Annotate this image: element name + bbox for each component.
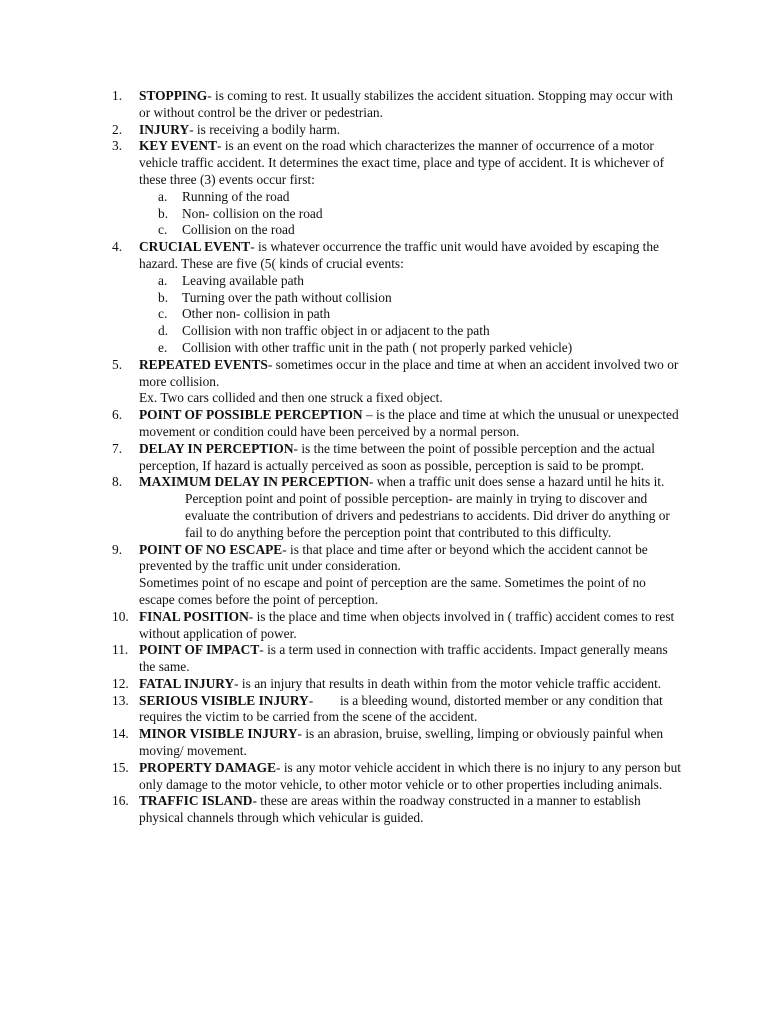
item-number: 7.: [112, 440, 123, 456]
item-term: MINOR VISIBLE INJURY: [139, 726, 298, 742]
item-number: 5.: [112, 356, 123, 372]
sub-item: [158, 323, 682, 340]
sub-item-text: Other non- collision in path: [182, 306, 331, 322]
item-term: FATAL INJURY: [139, 675, 235, 691]
item-term: FINAL POSITION: [139, 608, 249, 624]
sub-item: [158, 340, 682, 357]
sub-item-text: Leaving available path: [182, 272, 304, 288]
item-note: Ex. Two cars collided and then one struck a fixed object.: [139, 390, 443, 406]
item-number: 11.: [112, 642, 129, 658]
item-indented-paragraph: Perception point and point of possible perception- are mainly in trying to discover and evaluate the contribution of drivers and pedestrians to accidents. Did driver do anything or fail to do anything before the perception point that contributed to this difficulty.: [185, 491, 670, 540]
list-item: [112, 542, 682, 609]
sub-item: [158, 222, 682, 239]
item-term: STOPPING: [139, 88, 208, 103]
item-term: TRAFFIC ISLAND: [139, 793, 253, 809]
list-item: [112, 760, 682, 794]
item-definition: - is an injury that results in death within from the motor vehicle traffic accident.: [234, 675, 662, 691]
list-item: [112, 407, 682, 441]
sub-item-letter: c.: [158, 306, 168, 322]
item-number: 10.: [112, 608, 129, 624]
item-definition: - is that place and time after or beyond which the accident cannot be prevented by the traffic unit under consideration.: [139, 541, 648, 574]
item-definition: - is whatever occurrence the traffic unit would have avoided by escaping the hazard. These are five (5( kinds of crucial events:: [139, 239, 659, 271]
definitions-list: [112, 88, 682, 827]
list-item: [112, 441, 682, 475]
item-definition: - is a term used in connection with traffic accidents. Impact generally means the same.: [139, 642, 668, 675]
sub-item-letter: e.: [158, 339, 168, 355]
item-term: MAXIMUM DELAY IN PERCEPTION: [139, 474, 369, 490]
list-item: [112, 357, 682, 407]
sub-item-letter: c.: [158, 222, 168, 238]
item-definition: - sometimes occur in the place and time at when an accident involved two or more collision.: [139, 356, 679, 389]
item-term: POINT OF NO ESCAPE: [139, 541, 283, 557]
sub-item: [158, 189, 682, 206]
list-item: [112, 693, 682, 727]
sub-item-letter: a.: [158, 272, 168, 288]
item-number: 9.: [112, 541, 123, 557]
item-definition: - is the place and time when objects involved in ( traffic) accident comes to rest without application of power.: [139, 608, 675, 641]
item-definition: - is a bleeding wound, distorted member or any condition that requires the victim to be carried from the scene of the accident.: [139, 692, 663, 725]
item-number: 8.: [112, 474, 123, 490]
list-item: [112, 88, 682, 122]
sub-item-text: Running of the road: [182, 188, 290, 204]
list-item: [112, 726, 682, 760]
list-item: [112, 642, 682, 676]
item-definition: - is receiving a bodily harm.: [189, 121, 341, 137]
list-item: [112, 676, 682, 693]
item-term: INJURY: [139, 121, 190, 137]
item-number: 4.: [112, 239, 123, 255]
sub-item: [158, 306, 682, 323]
item-definition: - when a traffic unit does sense a hazard until he hits it.: [369, 474, 665, 490]
item-definition: - is an event on the road which characterizes the manner of occurrence of a motor vehicle traffic accident. It determines the exact time, place and type of accident. It is whichever of these three (3) events occur first:: [139, 138, 665, 187]
list-item: [112, 474, 682, 541]
item-number: 1.: [112, 88, 123, 103]
sub-item-letter: a.: [158, 188, 168, 204]
item-number: 3.: [112, 138, 123, 154]
list-item: [112, 138, 682, 188]
item-note: Sometimes point of no escape and point of perception are the same. Sometimes the point of no escape comes before the point of perception.: [139, 575, 646, 607]
item-definition: – is the place and time at which the unusual or unexpected movement or condition could have been perceived by a normal person.: [139, 407, 679, 439]
sub-item-letter: b.: [158, 205, 169, 221]
item-number: 6.: [112, 407, 123, 423]
item-definition: - is the time between the point of possible perception and the actual perception, If hazard is actually perceived as soon as possible, perception is said to be prompt.: [139, 440, 655, 473]
item-term: POINT OF POSSIBLE PERCEPTION: [139, 407, 363, 423]
sub-item-text: Collision with non traffic object in or adjacent to the path: [182, 323, 490, 339]
item-term: KEY EVENT: [139, 138, 218, 154]
sub-item-letter: b.: [158, 289, 169, 305]
item-term: REPEATED EVENTS: [139, 356, 268, 372]
item-term: SERIOUS VISIBLE INJURY: [139, 692, 309, 708]
sub-item: [158, 206, 682, 223]
sub-item: [158, 273, 682, 290]
item-definition: - these are areas within the roadway constructed in a manner to establish physical channels through which vehicular is guided.: [139, 793, 641, 826]
sub-item-text: Non- collision on the road: [182, 205, 323, 221]
list-item: [112, 122, 682, 139]
item-number: 14.: [112, 726, 129, 742]
item-number: 15.: [112, 759, 129, 775]
item-term: DELAY IN PERCEPTION: [139, 440, 294, 456]
item-term: PROPERTY DAMAGE: [139, 759, 277, 775]
item-number: 16.: [112, 793, 129, 809]
sub-item-text: Collision with other traffic unit in the path ( not properly parked vehicle): [182, 339, 573, 355]
list-item: [112, 609, 682, 643]
list-item: [112, 239, 682, 273]
item-number: 2.: [112, 121, 123, 137]
item-term: POINT OF IMPACT: [139, 642, 260, 658]
item-number: 12.: [112, 675, 129, 691]
item-definition: - is any motor vehicle accident in which there is no injury to any person but only damage to the motor vehicle, to other motor vehicle or to other properties including animals.: [139, 759, 681, 792]
item-definition: - is an abrasion, bruise, swelling, limping or obviously painful when moving/ movement.: [139, 726, 664, 759]
item-term: CRUCIAL EVENT: [139, 239, 251, 255]
sub-item: [158, 290, 682, 307]
list-item: [112, 793, 682, 827]
sub-item-text: Turning over the path without collision: [182, 289, 392, 305]
sub-item-letter: d.: [158, 323, 169, 339]
sub-item-text: Collision on the road: [182, 222, 295, 238]
item-number: 13.: [112, 692, 129, 708]
item-definition: - is coming to rest. It usually stabilizes the accident situation. Stopping may occur with or without control be the driver or pedestrian.: [139, 88, 673, 120]
